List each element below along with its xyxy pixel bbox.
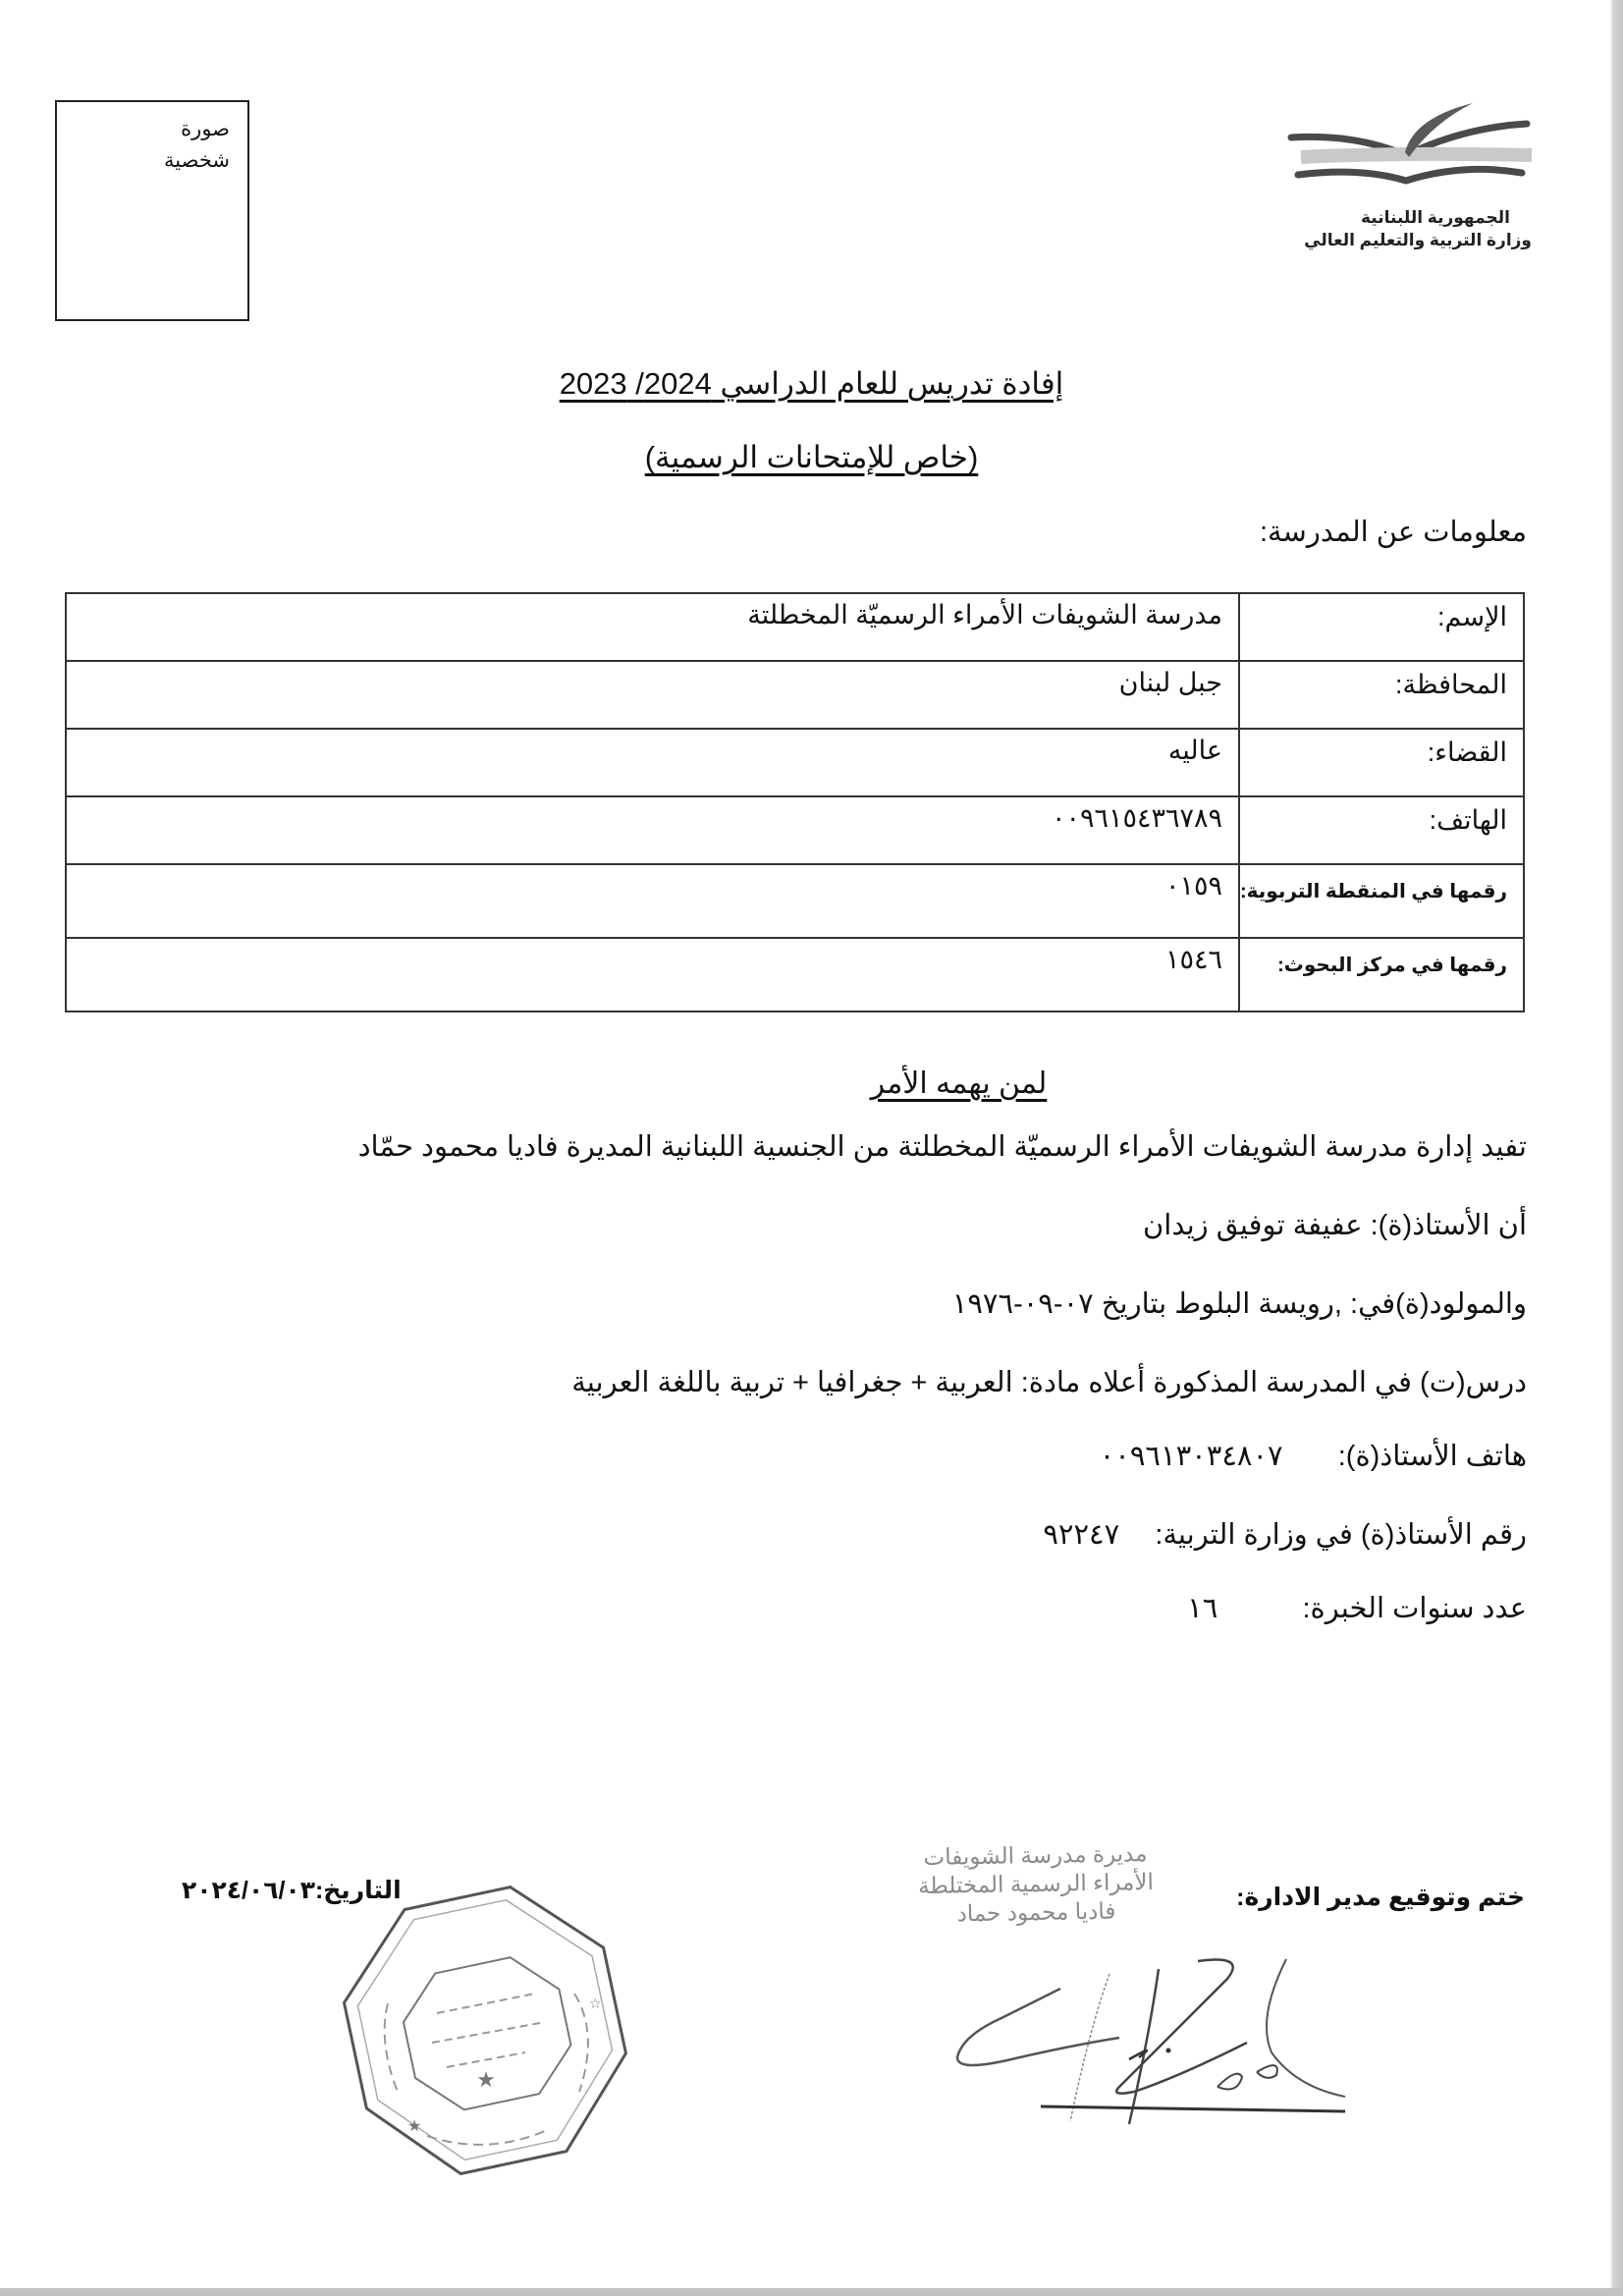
personal-photo-box [55, 100, 249, 321]
document-subtitle-text: (خاص للإمتحانات الرسمية) [644, 440, 979, 474]
teacher-phone-line [1100, 1439, 1527, 1473]
table-row [66, 938, 1524, 1011]
school-seal-stamp [339, 1886, 633, 2180]
district-label: القضاء: [1239, 729, 1524, 796]
educational-zone-number-label: رقمها في المنقطة التربوية: [1239, 864, 1524, 938]
teacher-ministry-number-line [1043, 1517, 1527, 1552]
certification-statement: تفيد إدارة مدرسة الشويفات الأمراء الرسميّة المخطلتة من الجنسية اللبنانية المديرة فاديا محمود حمّاد [357, 1131, 1527, 1163]
open-book-icon [1267, 98, 1551, 206]
table-row [66, 729, 1524, 796]
teacher-phone-value: ٠٠٩٦١٣٠٣٤٨٠٧ [1099, 1441, 1283, 1472]
phone-label: الهاتف: [1239, 796, 1524, 864]
photo-box-label-line1: صورة [181, 118, 230, 140]
table-row [66, 864, 1524, 938]
ministry-logo [1267, 98, 1551, 255]
subjects-label: درس(ت) في المدرسة المذكورة أعلاه مادة: [1020, 1367, 1527, 1398]
phone-value: ٠٠٩٦١٥٤٣٦٧٨٩ [66, 796, 1239, 864]
teacher-name-line [1143, 1208, 1527, 1242]
principal-stamp-line2: الأمراء الرسمية المختلطة [917, 1868, 1155, 1899]
school-name-value: مدرسة الشويفات الأمراء الرسميّة المخطلتة [66, 593, 1239, 661]
document-subtitle [0, 440, 1623, 475]
logo-text-republic: الجمهورية اللبنانية [1361, 208, 1510, 227]
experience-years-line [1187, 1591, 1527, 1625]
subjects-line [571, 1365, 1527, 1399]
principal-stamp-line3: فاديا محمود حماد [956, 1897, 1116, 1927]
research-center-number-value: ١٥٤٦ [66, 938, 1239, 1011]
birth-label: والمولود(ة)في: [1350, 1288, 1527, 1320]
stamp-signature-label: ختم وتوقيع مدير الادارة: [1236, 1884, 1525, 1911]
scan-edge-shadow-right [1597, 0, 1623, 2296]
governorate-label: المحافظة: [1239, 661, 1524, 729]
date-label: التاريخ: [314, 1877, 402, 1904]
principal-signature [923, 1949, 1345, 2126]
logo-text-ministry: وزارة التربية والتعليم العالي [1304, 231, 1532, 249]
table-row [66, 796, 1524, 864]
governorate-value: جبل لبنان [66, 661, 1239, 729]
scan-edge-shadow-bottom [0, 2288, 1623, 2296]
research-center-number-label: رقمها في مركز البحوث: [1239, 938, 1524, 1011]
to-whom-it-may-concern-text: لمن يهمه الأمر [870, 1067, 1048, 1100]
document-title [0, 366, 1623, 402]
birth-line [952, 1286, 1527, 1321]
table-row [66, 661, 1524, 729]
birth-place-date-value: ,رويسة البلوط بتاريخ ٠٧-٠٩-١٩٧٦ [951, 1288, 1342, 1320]
school-info-heading: معلومات عن المدرسة: [1259, 517, 1527, 548]
school-info-table [65, 592, 1525, 1012]
date-value: ٢٠٢٤/٠٦/٠٣ [182, 1877, 315, 1904]
document-title-text: إفادة تدريس للعام الدراسي 2024/ 2023 [559, 366, 1064, 401]
teacher-phone-label: هاتف الأستاذ(ة): [1337, 1441, 1527, 1472]
teacher-ministry-number-label: رقم الأستاذ(ة) في وزارة التربية: [1155, 1519, 1527, 1551]
date-line [182, 1876, 402, 1905]
principal-stamp-line1: مديرة مدرسة الشويفات [923, 1840, 1148, 1870]
teacher-name-value: عفيفة توفيق زيدان [1143, 1210, 1363, 1241]
experience-years-value: ١٦ [1187, 1593, 1218, 1624]
teacher-name-label: أن الأستاذ(ة): [1370, 1210, 1527, 1241]
district-value: عاليه [66, 729, 1239, 796]
seal-star-icon: ☆ [589, 1995, 602, 2011]
teacher-ministry-number-value: ٩٢٢٤٧ [1043, 1519, 1120, 1551]
photo-box-label-line2: شخصية [164, 149, 230, 172]
subjects-value: العربية + جغرافيا + تربية باللغة العربية [571, 1367, 1013, 1398]
school-name-label: الإسم: [1239, 593, 1524, 661]
to-whom-it-may-concern [0, 1066, 1623, 1101]
seal-star-icon: ★ [476, 2067, 496, 2092]
principal-name-stamp [873, 1838, 1198, 1930]
seal-star-icon: ★ [407, 2118, 422, 2135]
educational-zone-number-value: ٠١٥٩ [66, 864, 1239, 938]
table-row [66, 593, 1524, 661]
experience-years-label: عدد سنوات الخبرة: [1302, 1593, 1527, 1624]
